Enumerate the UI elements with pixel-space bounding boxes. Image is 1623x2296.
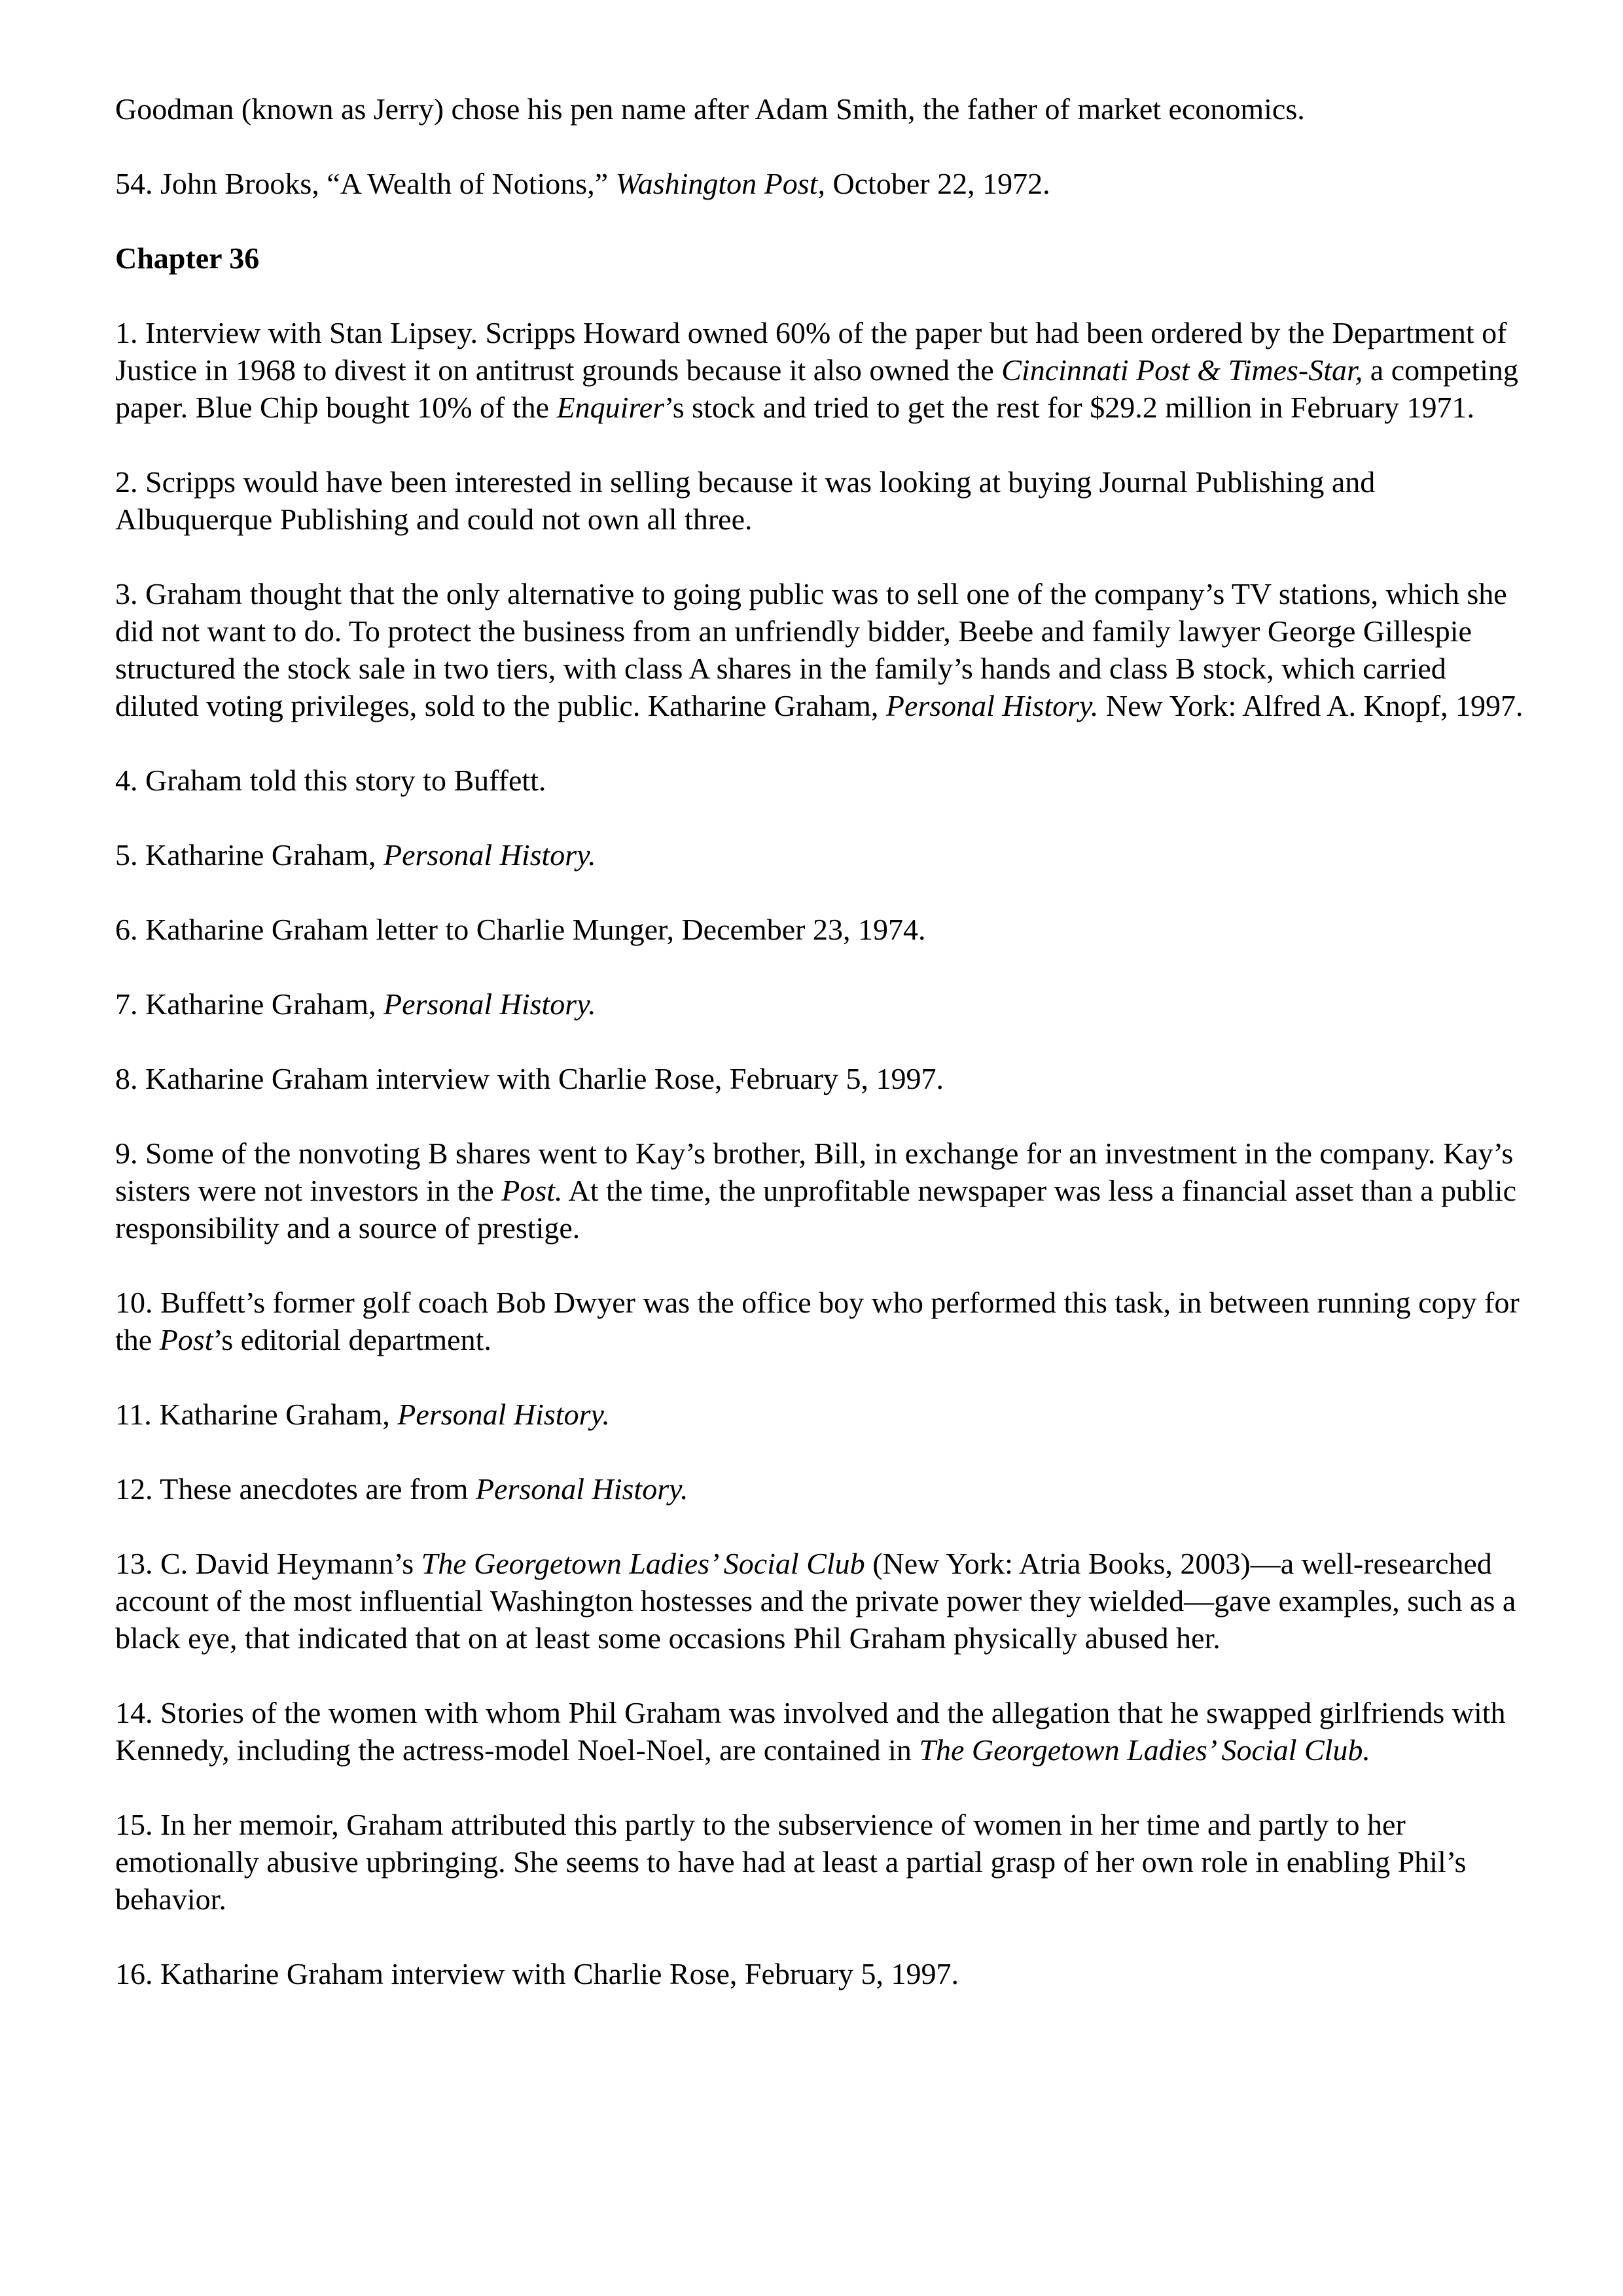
endnote-13: 13. C. David Heymann’s The Georgetown Ladies’ Social Club (New York: Atria Books, 2003)—a well-researched account of the most influential Washington hostesses and the private power they wielded—gave examples, such as a black eye, that indicated that on at least some occasions Phil Graham physically abused her.	[115, 1547, 1516, 1655]
endnote-3: 3. Graham thought that the only alternative to going public was to sell one of the company’s TV stations, which she did not want to do. To protect the business from an unfriendly bidder, Beebe and family lawyer George Gillespie structured the stock sale in two tiers, with class A shares in the family’s hands and class B stock, which carried diluted voting privileges, sold to the public. Katharine Graham, Personal History. New York: Alfred A. Knopf, 1997.	[115, 577, 1524, 722]
endnote-6: 6. Katharine Graham letter to Charlie Munger, December 23, 1974.	[115, 913, 926, 946]
endnote-2: 2. Scripps would have been interested in selling because it was looking at buying Journal Publishing and Albuquerque Publishing and could not own all three.	[115, 465, 1376, 536]
endnote-7: 7. Katharine Graham, Personal History.	[115, 987, 596, 1021]
continued-endnote: Goodman (known as Jerry) chose his pen name after Adam Smith, the father of market economics.	[115, 92, 1305, 126]
endnote-8: 8. Katharine Graham interview with Charlie Rose, February 5, 1997.	[115, 1062, 944, 1095]
endnote-4: 4. Graham told this story to Buffett.	[115, 764, 546, 797]
endnote-5: 5. Katharine Graham, Personal History.	[115, 838, 596, 872]
endnote-14: 14. Stories of the women with whom Phil Graham was involved and the allegation that he swapped girlfriends with Kennedy, including the actress-model Noel-Noel, are contained in The Georgetown Ladies’ Social Club.	[115, 1696, 1506, 1767]
endnote-15: 15. In her memoir, Graham attributed this partly to the subservience of women in her time and partly to her emotionally abusive upbringing. She seems to have had at least a partial grasp of her own role in enabling Phil’s behavior.	[115, 1808, 1467, 1916]
endnote-12: 12. These anecdotes are from Personal History.	[115, 1472, 688, 1506]
document-page	[115, 90, 1535, 2030]
endnote-9: 9. Some of the nonvoting B shares went to Kay’s brother, Bill, in exchange for an investment in the company. Kay’s sisters were not investors in the Post. At the time, the unprofitable newspaper was less a financial asset than a public responsibility and a source of prestige.	[115, 1137, 1517, 1245]
endnote-16: 16. Katharine Graham interview with Charlie Rose, February 5, 1997.	[115, 1957, 959, 1990]
endnote-1: 1. Interview with Stan Lipsey. Scripps Howard owned 60% of the paper but had been ordered by the Department of Justice in 1968 to divest it on antitrust grounds because it also owned the Cincinnati Post & Times-Star, a competing paper. Blue Chip bought 10% of the Enquirer’s stock and tried to get the rest for $29.2 million in February 1971.	[115, 316, 1518, 424]
endnote-11: 11. Katharine Graham, Personal History.	[115, 1398, 610, 1431]
chapter-heading: Chapter 36	[115, 241, 260, 275]
endnote-10: 10. Buffett’s former golf coach Bob Dwyer was the office boy who performed this task, in between running copy for the Post’s editorial department.	[115, 1286, 1520, 1356]
endnote-54: 54. John Brooks, “A Wealth of Notions,” Washington Post, October 22, 1972.	[115, 167, 1050, 200]
